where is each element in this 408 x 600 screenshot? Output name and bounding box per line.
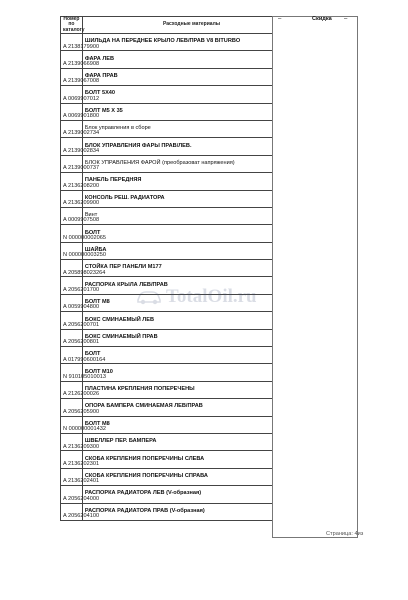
catalog-number: N 000000002065 xyxy=(61,225,83,242)
material-name: БЛОК УПРАВЛЕНИЯ ФАРОЙ (преобразоват напряжения) xyxy=(82,155,300,172)
catalog-number: A 2139067008 xyxy=(61,68,83,85)
catalog-number: A 2136208200 xyxy=(61,173,83,190)
catalog-number: A 0069901800 xyxy=(61,103,83,120)
header-catalog-number: Номер по каталогу xyxy=(61,17,83,34)
material-name: БОЛТ xyxy=(82,347,300,364)
material-name: Блок управления в сборе xyxy=(82,120,300,137)
material-name: БОЛТ M10 xyxy=(82,364,300,381)
material-name: ФАРА ЛЕВ xyxy=(82,51,300,68)
material-name: Винт xyxy=(82,207,300,224)
material-name: ПЛАСТИНА КРЕПЛЕНИЯ ПОПЕРЕЧЕНЫ xyxy=(82,381,300,398)
catalog-number: A 2139066908 xyxy=(61,51,83,68)
catalog-number: A 017990600164 xyxy=(61,347,83,364)
material-name: ПАНЕЛЬ ПЕРЕДНЯЯ xyxy=(82,173,300,190)
material-name: БОЛТ 5X40 xyxy=(82,86,300,103)
catalog-number: A 0059904800 xyxy=(61,294,83,311)
material-name: ФАРА ПРАВ xyxy=(82,68,300,85)
discount-header: – Скидка – xyxy=(278,16,348,22)
catalog-number: A 2056200801 xyxy=(61,329,83,346)
catalog-number: A 2139002834 xyxy=(61,138,83,155)
watermark-text: TotalOil.ru xyxy=(166,286,257,307)
catalog-number: A 205898023264 xyxy=(61,260,83,277)
catalog-number: A 2056205900 xyxy=(61,399,83,416)
catalog-number: A 2056204100 xyxy=(61,503,83,520)
page-number: Страница: 4из xyxy=(326,531,364,537)
material-name: БЛОК УПРАВЛЕНИЯ ФАРЫ ПРАВ/ЛЕВ. xyxy=(82,138,300,155)
material-name: БОЛТ xyxy=(82,225,300,242)
catalog-number: A 2139002734 xyxy=(61,120,83,137)
material-name: БОЛТ M8 xyxy=(82,416,300,433)
material-name: БОЛТ М5 X 35 xyxy=(82,103,300,120)
catalog-number: A 2136202301 xyxy=(61,451,83,468)
catalog-number: A 2136209300 xyxy=(61,433,83,450)
material-name: СКОБА КРЕПЛЕНИЯ ПОПЕРЕЧИНЫ СПРАВА xyxy=(82,468,300,485)
header-discount: Скидка xyxy=(312,16,332,22)
catalog-number: A 2056204000 xyxy=(61,486,83,503)
material-name: РАСПОРКА РАДИАТОРА ЛЕВ (V-образная) xyxy=(82,486,300,503)
catalog-number: N 000000001432 xyxy=(61,416,83,433)
catalog-number: A 2136209900 xyxy=(61,190,83,207)
material-name: БОЛТ M8 xyxy=(82,294,300,311)
material-name: КОНСОЛЬ РЕШ. РАДИАТОРА xyxy=(82,190,300,207)
catalog-number: A 2136202401 xyxy=(61,468,83,485)
material-name: РАСПОРКА КРЫЛА ЛЕВ/ПРАВ xyxy=(82,277,300,294)
catalog-number: A 2139000737 xyxy=(61,155,83,172)
catalog-number: A 2056201700 xyxy=(61,277,83,294)
material-name: ШИЛЬДА НА ПЕРЕДНЕЕ КРЫЛО ЛЕВ/ПРАВ V8 BITURBO xyxy=(82,34,300,51)
material-name: ОПОРА БАМПЕРА СМИНАЕМАЯ ЛЕВ/ПРАВ xyxy=(82,399,300,416)
catalog-number: A 2138179900 xyxy=(61,34,83,51)
material-name: БОКС СМИНАЕМЫЙ ПРАВ xyxy=(82,329,300,346)
catalog-number: A 2126200026 xyxy=(61,381,83,398)
redacted-area xyxy=(272,16,358,538)
catalog-number: N 000000003250 xyxy=(61,242,83,259)
material-name: СТОЙКА ПЕР ПАНЕЛИ М177 xyxy=(82,260,300,277)
material-name: РАСПОРКА РАДИАТОРА ПРАВ (V-образная) xyxy=(82,503,300,520)
catalog-number: A 0009907508 xyxy=(61,207,83,224)
material-name: СКОБА КРЕПЛЕНИЯ ПОПЕРЕЧИНЫ СЛЕВА xyxy=(82,451,300,468)
material-name: ШАЙБА xyxy=(82,242,300,259)
material-name: ШВЕЛЛЕР ПЕР. БАМПЕРА xyxy=(82,433,300,450)
catalog-number: A 2056200701 xyxy=(61,312,83,329)
catalog-number: N 910105010013 xyxy=(61,364,83,381)
catalog-number: A 0069907012 xyxy=(61,86,83,103)
material-name: БОКС СМИНАЕМЫЙ ЛЕВ xyxy=(82,312,300,329)
header-materials: Расходные материалы xyxy=(82,17,300,34)
